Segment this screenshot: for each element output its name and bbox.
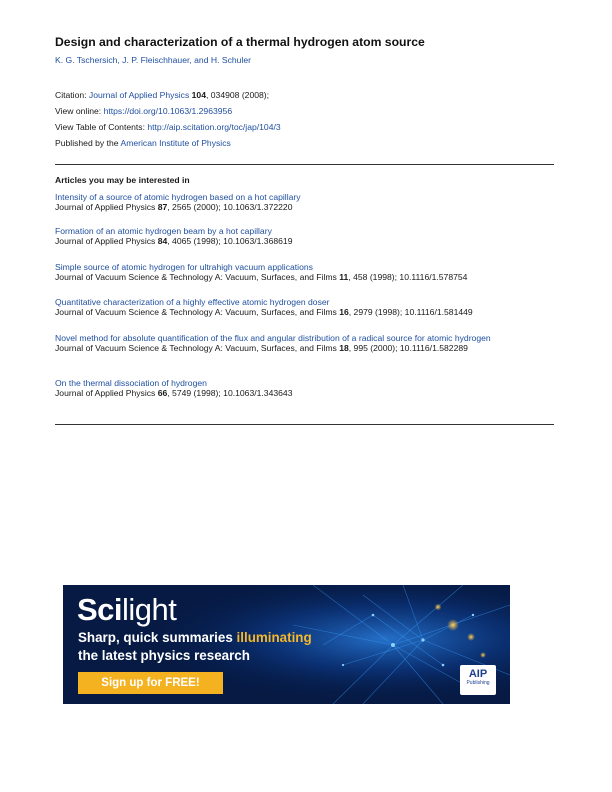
related-article-link[interactable]: On the thermal dissociation of hydrogen (55, 378, 207, 388)
toc-link[interactable]: http://aip.scitation.org/toc/jap/104/3 (147, 122, 281, 132)
related-article-citation: Journal of Vacuum Science & Technology A: Vacuum, Surfaces, and Films 16, 2979 (1998); 10.1116/1.581449 (55, 307, 473, 318)
author-list[interactable]: K. G. Tschersich, J. P. Fleischhauer, and H. Schuler (55, 55, 251, 65)
view-online-line (55, 106, 232, 116)
paper-title: Design and characterization of a thermal hydrogen atom source (55, 35, 425, 49)
related-article-citation: Journal of Vacuum Science & Technology A: Vacuum, Surfaces, and Films 11, 458 (1998); 10.1116/1.578754 (55, 272, 468, 283)
scilight-logo: Scilight (77, 592, 177, 627)
related-article (55, 226, 545, 246)
related-article-link[interactable]: Formation of an atomic hydrogen beam by a hot capillary (55, 226, 272, 236)
related-article-link[interactable]: Novel method for absolute quantification of the flux and angular distribution of a radical source for atomic hydrogen (55, 333, 491, 343)
citation-pages: , 034908 (2008); (205, 90, 270, 100)
ad-tagline: Sharp, quick summaries illuminating the latest physics research (78, 630, 312, 663)
divider-bottom (55, 424, 554, 425)
doi-link[interactable]: https://doi.org/10.1063/1.2963956 (103, 106, 233, 116)
citation-line (55, 90, 269, 100)
related-article-citation: Journal of Vacuum Science & Technology A: Vacuum, Surfaces, and Films 18, 995 (2000); 10.1116/1.582289 (55, 343, 468, 354)
related-article (55, 262, 545, 282)
related-article-citation: Journal of Applied Physics 66, 5749 (1998); 10.1063/1.343643 (55, 388, 293, 399)
related-article-link[interactable]: Simple source of atomic hydrogen for ultrahigh vacuum applications (55, 262, 313, 272)
related-articles-heading: Articles you may be interested in (55, 175, 190, 185)
related-article (55, 192, 545, 212)
related-article-link[interactable]: Quantitative characterization of a highly effective atomic hydrogen doser (55, 297, 330, 307)
toc-line (55, 122, 281, 132)
related-article-citation: Journal of Applied Physics 84, 4065 (1998); 10.1063/1.368619 (55, 236, 293, 247)
related-article (55, 297, 545, 317)
related-article-link[interactable]: Intensity of a source of atomic hydrogen based on a hot capillary (55, 192, 301, 202)
scilight-ad-banner[interactable] (63, 585, 510, 704)
citation-journal-link[interactable]: Journal of Applied Physics (88, 90, 190, 100)
toc-label: View Table of Contents: (55, 122, 148, 132)
citation-label: Citation: (55, 90, 89, 100)
related-article (55, 333, 545, 353)
view-online-label: View online: (55, 106, 104, 116)
divider-top (55, 164, 554, 165)
related-article (55, 378, 545, 398)
aip-publishing-logo: AIP Publishing (460, 665, 496, 695)
related-article-citation: Journal of Applied Physics 87, 2565 (2000); 10.1063/1.372220 (55, 202, 293, 213)
publisher-link[interactable]: American Institute of Physics (120, 138, 231, 148)
citation-volume: 104 (191, 90, 206, 100)
signup-button[interactable]: Sign up for FREE! (78, 672, 223, 694)
publisher-line (55, 138, 231, 148)
publisher-label: Published by the (55, 138, 121, 148)
